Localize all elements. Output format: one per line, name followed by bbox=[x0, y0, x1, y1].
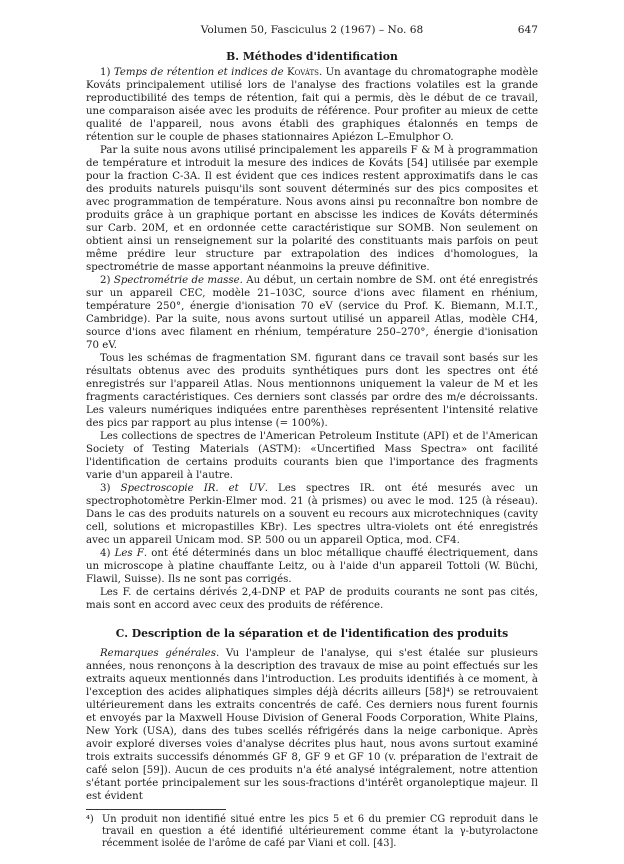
paragraph-derivatives: Les F. de certains dérivés 2,4-DNP et PAP de produits courants ne sont pas cités, mais sont en accord avec ceux des produits de référence. bbox=[86, 587, 538, 611]
item-number: 2) bbox=[100, 275, 114, 286]
paragraph-mass-spectrometry bbox=[86, 274, 538, 352]
paragraph-melting-points bbox=[86, 547, 538, 586]
page-body bbox=[86, 50, 538, 851]
paragraph-ir-uv bbox=[86, 482, 538, 547]
running-title: Volumen 50, Fasciculus 2 (1967) – No. 68 bbox=[200, 24, 424, 36]
page-number: 647 bbox=[517, 24, 538, 36]
section-b-title: B. Méthodes d'identification bbox=[226, 50, 398, 63]
paragraph-fragmentation: Tous les schémas de fragmentation SM. figurant dans ce travail sont basés sur les résultats obtenus avec des produits synthétiques purs dont les spectres ont été enregistrés sur l'appareil Atlas. Nous mentionnons uniquement la valeur de M et les fragments caractéristiques. Ces derniers sont classés par ordre des m/e décroissants. Les valeurs numériques indiquées entre parenthèses représentent l'intensité relative des pics par rapport au plus intense (= 100%). bbox=[86, 353, 538, 429]
footnote-divider bbox=[86, 809, 226, 810]
footnote-text: Un produit non identifié situé entre les pics 5 et 6 du premier CG reproduit dans le travail en question a été identifié ultérieurement comme étant la γ-butyrolactone récemment isolée de l'arôme de café par Viani et coll. [43]. bbox=[102, 814, 538, 850]
paragraph-retention-indices bbox=[86, 66, 538, 144]
item-number: 1) bbox=[100, 67, 114, 78]
paragraph-spectra-collections: Les collections de spectres de l'American Petroleum Institute (API) et de l'American Society of Testing Materials (ASTM): «Uncertified Mass Spectra» ont facilité l'identification de certains produits courants bien que l'importance des fragments varie d'un appareil à l'autre. bbox=[86, 431, 538, 481]
run-in-heading: Les F bbox=[114, 548, 144, 559]
run-in-heading: Temps de rétention et indices de bbox=[113, 67, 284, 78]
run-in-heading: Spectrométrie de masse bbox=[113, 275, 240, 286]
section-c-title: C. Description de la séparation et de l'identification des produits bbox=[115, 627, 509, 640]
run-in-heading: Remarques générales bbox=[100, 648, 216, 659]
author-name: Kováts bbox=[287, 67, 319, 78]
paragraph-text: . Un avantage du chromatographe modèle Kováts principalement utilisé lors de l'analyse des fractions volatiles est la grande reproductibilité des temps de rétention, fait qui a permis, dès le début de ce travail, une comparaison aisée avec les produits de référence. Pour profiter au mieux de cette qualité de l'appareil, nous avons établi des graphiques étalonnés en temps de rétention sur le couple de phases stationnaires Apiézon L–Emulphor O. bbox=[86, 67, 538, 143]
paragraph-general-remarks bbox=[86, 647, 538, 803]
paragraph-text: . Vu l'ampleur de l'analyse, qui s'est étalée sur plusieurs années, nous renonçons à la description des travaux de mise au point effectués sur les extraits aqueux mentionnés dans l'introduction. Les produits identifiés à ce moment, à l'exception des acides aliphatiques simples déjà décrits ailleurs [58]⁴) se retrouvaient ultérieurement dans les extraits concentrés de café. Ces derniers nous furent fournis et envoyés par la Maxwell House Division of General Foods Corporation, White Plains, New York (USA), dans des tubes scellés réfrigérés dans la neige carbonique. Après avoir exploré diverses voies d'analyse décrites plus haut, nous avons surtout examiné trois extraits successifs dénommés GF 8, GF 9 et GF 10 (v. préparation de l'extrait de café selon [59]). Aucun de ces produits n'a été analysé intégralement, notre attention s'étant portée principalement sur les sous-fractions d'intérêt organoleptique majeur. Il est évident bbox=[86, 648, 539, 802]
item-number: 3) bbox=[100, 483, 121, 494]
paragraph-text: . Les spectres IR. ont été mesurés avec un spectrophotomètre Perkin-Elmer mod. 21 (à prismes) ou avec le mod. 125 (à réseau). Dans le cas des produits naturels on a souvent eu recours aux microtechniques (cavity cell, solutions et micropastilles KBr). Les spectres ultra-violets ont été enregistrés avec un appareil Unicam mod. SP. 500 ou un appareil Optica, mod. CF4. bbox=[86, 483, 539, 546]
footnote bbox=[86, 814, 538, 851]
paragraph-text: . ont été déterminés dans un bloc métallique chauffé électriquement, dans un microscope à platine chauffante Leitz, ou à l'aide d'un appareil Tottoli (W. Büchi, Flawil, Suisse). Ils ne sont pas corrigés. bbox=[86, 548, 538, 585]
footnote-mark: ⁴) bbox=[86, 814, 94, 825]
item-number: 4) bbox=[100, 548, 115, 559]
run-in-heading: Spectroscopie IR. et UV bbox=[120, 483, 265, 494]
paragraph-text: . Au début, un certain nombre de SM. ont été enregistrés sur un appareil CEC, modèle 21–103C, source d'ions avec filament en rhénium, température 250°, énergie d'ionisation 70 eV (service du Prof. K. Biemann, M.I.T., Cambridge). Par la suite, nous avons surtout utilisé un appareil Atlas, modèle CH4, source d'ions avec filament en rhénium, température 250–270°, énergie d'ionisation 70 eV. bbox=[86, 275, 538, 351]
paragraph-fm-programming: Par la suite nous avons utilisé principalement les appareils F & M à programmation de température et introduit la mesure des indices de Kováts [54] utilisée par exemple pour la fraction C-3A. Il est évident que ces indices restent approximatifs dans le cas des produits naturels puisqu'ils sont souvent déterminés sur des pics composites et avec programmation de température. Nous avons ainsi pu reconnaître bon nombre de produits grâce à un graphique portant en abscisse les indices de Kováts déterminés sur Carb. 20M, et en ordonnée cette caractéristique sur SOMB. Non seulement on obtient ainsi un renseignement sur la polarité des constituants mais parfois on peut même prédire leur structure par extrapolation des indices d'homologues, la spectrométrie de masse apportant néanmoins la preuve définitive. bbox=[86, 145, 538, 273]
